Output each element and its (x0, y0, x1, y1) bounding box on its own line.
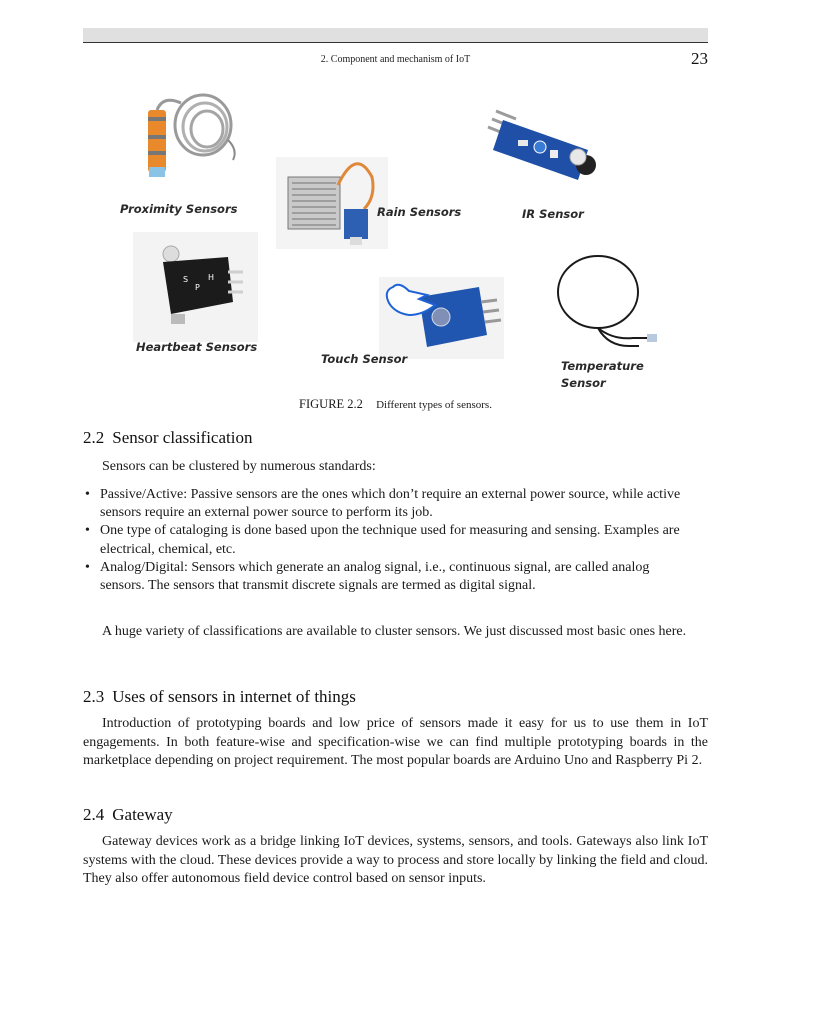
list-item-text: One type of cataloging is done based upon the technique used for measuring and sensing. Examples are electrical, chemical, etc. (100, 523, 680, 557)
list-item-text: Passive/Active: Passive sensors are the ones which don’t require an external power source, while active sensors require an external power source to perform its job. (100, 487, 681, 521)
list-item: • Passive/Active: Passive sensors are the ones which don’t require an external power source, while active sensors require an external power source to perform its job. (85, 487, 681, 521)
svg-text:P: P (195, 283, 200, 292)
label-heartbeat-sensors: Heartbeat Sensors (136, 340, 258, 354)
page-number: 23 (691, 49, 708, 68)
header-bar (83, 28, 708, 42)
heading-2-4-title: Gateway (112, 805, 173, 824)
heading-2-3 (83, 687, 356, 707)
figure-caption-text: Different types of sensors. (376, 399, 492, 411)
temperature-sensor-image (553, 250, 663, 355)
classification-list (83, 486, 683, 595)
proximity-sensor-image (133, 85, 243, 185)
label-rain-sensors: Rain Sensors (377, 205, 462, 219)
running-head: 2. Component and mechanism of IoT (320, 54, 471, 65)
list-item: • Analog/Digital: Sensors which generate an analog signal, i.e., continuous signal, are called analog sensors. The sensors that transmit discrete signals are termed as digital signal. (85, 559, 650, 594)
heading-2-2-title: Sensor classification (112, 428, 253, 447)
heading-2-2 (83, 428, 252, 448)
heading-2-3-number: 2.3 (83, 687, 105, 706)
section-2-4-body: Gateway devices work as a bridge linking IoT devices, systems, sensors, and tools. Gateways also link IoT systems with the cloud. These devices provide a way to process and store locally by linking the field and cloud. They also offer autonomous field device control based on sensor inputs. (83, 834, 708, 886)
heading-2-4 (83, 805, 173, 825)
heartbeat-sensor-image (133, 232, 258, 342)
header-rule (83, 42, 708, 43)
list-item: • One type of cataloging is done based upon the technique used for measuring and sensing. Examples are electrical, chemical, etc. (85, 523, 680, 557)
section-2-3-body: Introduction of prototyping boards and low price of sensors made it easy for us to use them in IoT engagements. In both feature-wise and specification-wise we can find multiple prototyping boards in the marketplace depending on project requirement. The most popular boards are Arduino Uno and Raspberry Pi 2. (83, 716, 708, 768)
svg-text:S: S (183, 275, 189, 284)
label-temperature-sensor: Temperature Sensor (561, 359, 644, 390)
list-item-text: Analog/Digital: Sensors which generate an analog signal, i.e., continuous signal, are called analog sensors. The sensors that transmit discrete signals are termed as digital signal. (100, 559, 650, 594)
heading-2-2-number: 2.2 (83, 428, 105, 447)
heading-2-4-number: 2.4 (83, 805, 105, 824)
touch-sensor-image (379, 277, 504, 359)
label-proximity-sensors: Proximity Sensors (120, 202, 238, 216)
rain-sensor-image (276, 157, 388, 249)
heading-2-3-title: Uses of sensors in internet of things (112, 687, 356, 706)
svg-text:H: H (208, 273, 215, 282)
figure-caption-number: FIGURE 2.2 (299, 397, 363, 411)
section-2-2-closing: A huge variety of classifications are available to cluster sensors. We just discussed most basic ones here. (102, 624, 687, 639)
sensor-figure (83, 85, 708, 415)
label-touch-sensor: Touch Sensor (321, 352, 408, 366)
figure-caption (83, 397, 708, 412)
label-ir-sensor: IR Sensor (522, 207, 584, 221)
section-2-2-intro: Sensors can be clustered by numerous standards: (102, 459, 376, 474)
ir-sensor-image (478, 105, 608, 200)
